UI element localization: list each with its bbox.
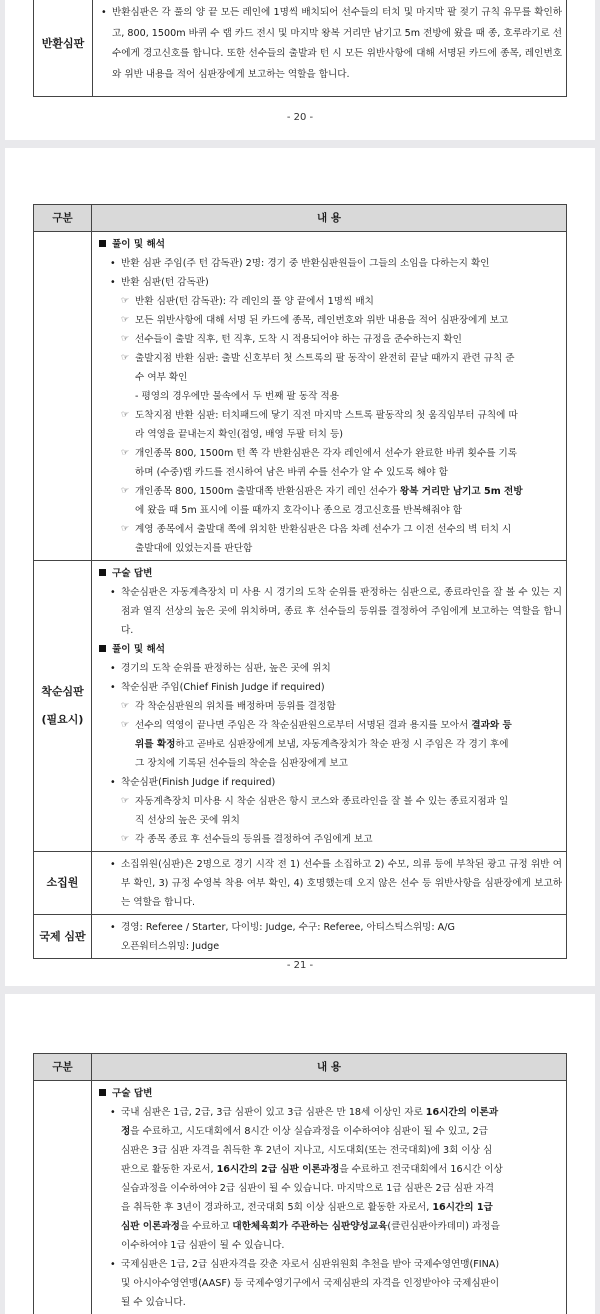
pointing-hand-icon: ☞ [121,716,129,735]
cell-call-room [92,852,567,915]
header-category: 구분 [34,205,92,232]
hand-item: ☞ 출발지점 반환 심판: 출발 신호부터 첫 스트록의 팔 동작이 완전히 끝날 때까지 관련 규칙 준 [97,349,562,368]
page-number-20: - 20 - [5,112,595,123]
hand-item: ☞ 계영 종목에서 출발대 쪽에 위치한 반환심판은 다음 차례 선수가 그 이전 선수의 벽 터치 시 [97,520,562,539]
bullet-item: • 경영: Referee / Starter, 다이빙: Judge, 수구: Referee, 아티스틱스위밍: A/G [97,918,562,937]
bullet-paragraph-line: • 국제심판은 1급, 2급 심판자격을 갖춘 자로서 심판위원회 추천을 받아 국제수영연맹(FINA) [97,1255,562,1274]
cell-turn-judge-explanation [92,232,567,561]
square-bullet-icon [99,1089,106,1096]
continuation-line: 오픈워터스위밍: Judge [97,937,562,956]
category-international-judge: 국제 심판 [34,915,92,959]
hand-item: ☞ 도착지점 반환 심판: 터치패드에 닿기 직전 마지막 스트록 팔동작의 첫 움직임부터 규칙에 따 [97,406,562,425]
pointing-hand-icon: ☞ [121,330,129,349]
pointing-hand-icon: ☞ [121,697,129,716]
hand-item: ☞ 개인종목 800, 1500m 턴 쪽 각 반환심판은 각자 레인에서 선수가 완료한 바퀴 횟수를 기록 [97,444,562,463]
continuation-line: 심판은 3급 심판 자격을 취득한 후 2년이 지나고, 시도대회(또는 전국대회)에 3회 이상 심 [97,1141,562,1160]
continuation-line: 판으로 활동한 자로서, 16시간의 2급 심판 이론과정을 수료하고 전국대회에서 16시간 이상 [97,1160,562,1179]
bullet-item: • 반환 심판 주임(주 턴 감독관) 2명: 경기 중 반환심판원들이 그들의 소임을 다하는지 확인 [97,254,562,273]
hand-item: ☞ 선수의 역영이 끝나면 주임은 각 착순심판원으로부터 서명된 결과 용지를 모아서 결과와 등 [97,716,562,735]
continuation-line: 라 역영을 끝내는지 확인(접영, 배영 두팔 터치 등) [97,425,562,444]
category-finish-judge-line1: 착순심판 [34,681,91,703]
category-empty [34,1081,92,1314]
continuation-line: 에 왔을 때 5m 표시에 이를 때까지 호각이나 종으로 경고신호를 반복해줘야 함 [97,501,562,520]
square-bullet-icon [99,240,106,247]
continuation-line: 위를 확정하고 곧바로 심판장에게 보냄, 자동계측장치가 착순 판정 시 주임은 각 경기 후에 [97,735,562,754]
bullet-paragraph-line: • 국내 심판은 1급, 2급, 3급 심판이 있고 3급 심판은 만 18세 이상인 자로 16시간의 이론과 [97,1103,562,1122]
cell-judge-qualification [92,1081,567,1314]
section-heading: 풀이 및 해석 [97,235,562,254]
table-page-22 [33,1053,567,1314]
hand-item: ☞ 자동계측장치 미사용 시 착순 심판은 항시 코스와 종료라인을 잘 볼 수 있는 종료지점과 일 [97,792,562,811]
header-category: 구분 [34,1054,92,1081]
category-empty [34,232,92,561]
square-bullet-icon [99,569,106,576]
cell-return-judge [93,0,567,97]
category-finish-judge [34,561,92,852]
bullet-paragraph: • 소집위원(심판)은 2명으로 경기 시작 전 1) 선수를 소집하고 2) 수모, 의류 등에 부착된 광고 규정 위반 여부 확인, 3) 규정 수영복 착용 여부 확인, 4) 호명했는데 오지 않은 선수 등 위반사항을 심판장에게 보고하는 역할을 합니다. [97,855,562,912]
header-content: 내 용 [92,205,567,232]
bullet-item: • 착순심판(Finish Judge if required) [97,773,562,792]
hand-item: ☞ 각 착순심판원의 위치를 배정하며 등위를 결정함 [97,697,562,716]
header-content: 내 용 [92,1054,567,1081]
continuation-line: 출발대에 있었는지를 판단함 [97,539,562,558]
hand-item: ☞ 각 종목 종료 후 선수들의 등위를 결정하여 주임에게 보고 [97,830,562,849]
page-20 [5,0,595,140]
continuation-line: 이수하여야 1급 심판이 될 수 있습니다. [97,1236,562,1255]
hand-item: ☞ 개인종목 800, 1500m 출발대쪽 반환심판은 자기 레인 선수가 왕복 거리만 남기고 5m 전방 [97,482,562,501]
continuation-line: 직 선상의 높은 곳에 위치 [97,811,562,830]
pointing-hand-icon: ☞ [121,406,129,425]
bullet-item: • 경기의 도착 순위를 판정하는 심판, 높은 곳에 위치 [97,659,562,678]
pointing-hand-icon: ☞ [121,292,129,311]
dash-item: - 평영의 경우에만 물속에서 두 번째 팔 동작 적용 [97,387,562,406]
continuation-line: 실습과정을 이수하여야 2급 심판이 될 수 있습니다. 마지막으로 1급 심판은 2급 심판 자격 [97,1179,562,1198]
square-bullet-icon [99,645,106,652]
category-call-room: 소집원 [34,852,92,915]
pointing-hand-icon: ☞ [121,349,129,368]
pointing-hand-icon: ☞ [121,482,129,501]
page-21 [5,148,595,986]
continuation-line: 을 취득한 후 3년이 경과하고, 전국대회 5회 이상 심판으로 활동한 자로서, 16시간의 1급 [97,1198,562,1217]
continuation-line: 심판 이론과정을 수료하고 대한체육회가 주관하는 심판양성교육(클린심판아카데미) 과정을 [97,1217,562,1236]
page-number-21: - 21 - [5,960,595,971]
section-heading: 구술 답변 [97,1084,562,1103]
page-22 [5,994,595,1314]
bullet-item: • 착순심판 주임(Chief Finish Judge if required) [97,678,562,697]
hand-item: ☞ 선수들이 출발 직후, 턴 직후, 도착 시 적용되어야 하는 규정을 준수하는지 확인 [97,330,562,349]
continuation-line: 하며 (수중)랩 카드를 전시하여 남은 바퀴 수를 선수가 알 수 있도록 해야 함 [97,463,562,482]
cell-international-judge [92,915,567,959]
bullet-paragraph: • 착순심판은 자동계측장치 미 사용 시 경기의 도착 순위를 판정하는 심판으로, 종료라인을 잘 볼 수 있는 지점과 열직 선상의 높은 곳에 위치하며, 종료 후 선수들의 등위를 결정하여 주임에게 보고하는 역할을 합니다. [97,583,562,640]
return-judge-text: • 반환심판은 각 풀의 양 끝 모든 레인에 1명씩 배치되어 선수들의 터치 및 마지막 팔 젖기 규칙 유무를 확인하고, 800, 1500m 바퀴 수 랩 카드 전시 및 마지막 왕복 거리만 남기고 5m 전방에 왔을 때 종, 호루라기로 선수에게 경고신호를 합니다. 또한 선수들의 출발과 턴 시 모든 위반사항에 대해 서명된 카드에 종목, 레인번호와 위반 내용을 적어 심판장에게 보고하는 역할을 합니다. [98,3,562,85]
hand-item: ☞ 반환 심판(턴 감독관): 각 레인의 풀 양 끝에서 1명씩 배치 [97,292,562,311]
continuation-line: 및 아시아수영연맹(AASF) 등 국제수영기구에서 국제심판의 자격을 인정받아야 국제심판이 [97,1274,562,1293]
pointing-hand-icon: ☞ [121,311,129,330]
pointing-hand-icon: ☞ [121,520,129,539]
bullet-item: • 반환 심판(턴 감독관) [97,273,562,292]
category-finish-judge-line2: (필요시) [34,709,91,731]
table-page-20 [33,0,567,97]
pointing-hand-icon: ☞ [121,444,129,463]
continuation-line: 수 여부 확인 [97,368,562,387]
table-page-21 [33,204,567,959]
pointing-hand-icon: ☞ [121,792,129,811]
pointing-hand-icon: ☞ [121,830,129,849]
hand-item: ☞ 모든 위반사항에 대해 서명 된 카드에 종목, 레인번호와 위반 내용을 적어 심판장에게 보고 [97,311,562,330]
section-heading: 풀이 및 해석 [97,640,562,659]
cell-finish-judge [92,561,567,852]
section-heading: 구술 답변 [97,564,562,583]
category-return-judge: 반환심판 [34,0,93,97]
continuation-line: 그 장치에 기록된 선수들의 착순을 심판장에게 보고 [97,754,562,773]
continuation-line: 정을 수료하고, 시도대회에서 8시간 이상 실습과정을 이수하여야 심판이 될 수 있고, 2급 [97,1122,562,1141]
continuation-line: 될 수 있습니다. [97,1293,562,1312]
